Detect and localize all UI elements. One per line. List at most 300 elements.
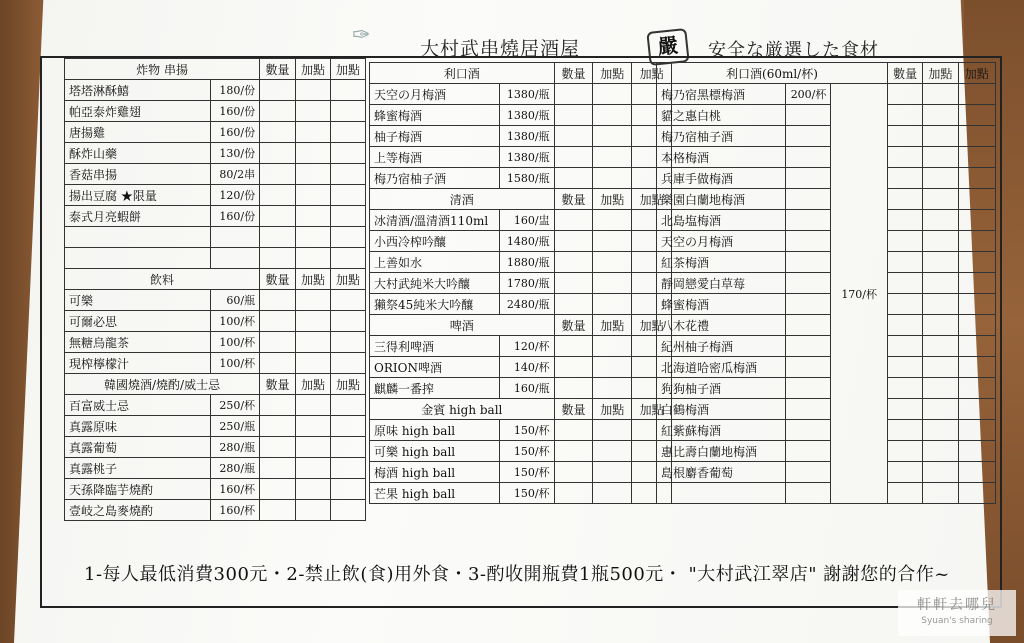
order-cell: [887, 315, 922, 336]
order-cell: [958, 231, 995, 252]
menu-item-row: [657, 462, 996, 483]
order-cell: [330, 437, 365, 458]
order-cell: [330, 122, 365, 143]
item-price: 250/杯: [211, 395, 260, 416]
order-cell: [260, 206, 296, 227]
order-cell: [958, 168, 995, 189]
menu-item-row: [370, 294, 672, 315]
order-cell: [296, 353, 331, 374]
item-price: 100/杯: [211, 353, 260, 374]
item-name: 天空の月梅酒: [370, 84, 500, 105]
item-name: 蜂蜜梅酒: [657, 294, 786, 315]
order-cell: [593, 168, 632, 189]
order-cell: [923, 441, 958, 462]
menu-item-row: [65, 164, 366, 185]
item-price: [786, 252, 831, 273]
qty-column-header: 加點: [593, 315, 632, 336]
menu-item-row: [370, 84, 672, 105]
menu-item-row: [65, 332, 366, 353]
order-cell: [887, 189, 922, 210]
order-cell: [923, 210, 958, 231]
order-cell: [554, 231, 593, 252]
order-cell: [923, 315, 958, 336]
order-cell: [65, 248, 211, 269]
item-price: [786, 168, 831, 189]
item-price: 160/份: [211, 206, 260, 227]
order-cell: [296, 227, 331, 248]
order-cell: [211, 248, 260, 269]
order-cell: [260, 290, 296, 311]
order-cell: [554, 168, 593, 189]
qty-column-header: 加點: [296, 269, 331, 290]
watermark-subtitle: Syuan's sharing: [921, 616, 993, 626]
order-cell: [330, 311, 365, 332]
item-price: 250/瓶: [211, 416, 260, 437]
order-cell: [330, 248, 365, 269]
order-cell: [554, 273, 593, 294]
item-name: 帕亞泰炸雞翅: [65, 101, 211, 122]
item-price: [786, 147, 831, 168]
order-cell: [554, 147, 593, 168]
item-name: 兵庫手做梅酒: [657, 168, 786, 189]
order-cell: [923, 336, 958, 357]
order-cell: [260, 479, 296, 500]
order-cell: [958, 210, 995, 231]
menu-item-row: [657, 147, 996, 168]
footer-notice: 1-每人最低消費300元・2-禁止飲(食)用外食・3-酌收開瓶費1瓶500元・ "大村武江翠店" 謝謝您的合作~: [84, 564, 950, 585]
order-cell: [923, 294, 958, 315]
order-cell: [260, 500, 296, 521]
order-cell: [296, 395, 331, 416]
item-price: 1380/瓶: [499, 105, 554, 126]
menu-item-row: [65, 122, 366, 143]
item-name: 三得利啤酒: [370, 336, 500, 357]
order-cell: [958, 189, 995, 210]
qty-column-header: 加點: [593, 189, 632, 210]
menu-item-row: [65, 143, 366, 164]
menu-item-row: [657, 189, 996, 210]
section-title: 啤酒: [370, 315, 555, 336]
order-cell: [330, 395, 365, 416]
order-cell: [593, 378, 632, 399]
order-cell: [958, 378, 995, 399]
order-cell: [554, 441, 593, 462]
item-name: 真露葡萄: [65, 437, 211, 458]
order-cell: [211, 227, 260, 248]
item-price: [786, 105, 831, 126]
order-cell: [554, 420, 593, 441]
order-cell: [296, 290, 331, 311]
order-cell: [330, 164, 365, 185]
menu-item-row: [65, 479, 366, 500]
order-cell: [260, 227, 296, 248]
item-price: [786, 273, 831, 294]
item-name: 塔塔淋酥鱚: [65, 80, 211, 101]
item-price: [786, 210, 831, 231]
order-cell: [923, 483, 958, 504]
menu-item-row: [657, 210, 996, 231]
order-cell: [296, 101, 331, 122]
order-cell: [887, 399, 922, 420]
order-cell: [296, 122, 331, 143]
order-cell: [260, 437, 296, 458]
order-cell: [260, 122, 296, 143]
item-name: 八木花禮: [657, 315, 786, 336]
order-cell: [923, 420, 958, 441]
qty-column-header: 加點: [296, 59, 331, 80]
item-name: 百富威士忌: [65, 395, 211, 416]
item-name: 唐揚雞: [65, 122, 211, 143]
qty-column-header: 加點: [632, 63, 672, 84]
order-cell: [887, 357, 922, 378]
blank-row: [65, 248, 366, 269]
order-cell: [554, 210, 593, 231]
order-cell: [296, 416, 331, 437]
menu-item-row: [657, 420, 996, 441]
order-cell: [593, 147, 632, 168]
qty-column-header: 加點: [923, 63, 958, 84]
item-price: 1780/瓶: [499, 273, 554, 294]
item-name: 揚出豆腐 ★限量: [65, 185, 211, 206]
menu-item-row: [370, 378, 672, 399]
item-price: 200/杯: [786, 84, 831, 105]
brush-logo-icon: ✑: [352, 23, 371, 48]
item-name: 獺祭45純米大吟釀: [370, 294, 500, 315]
menu-item-row: [65, 290, 366, 311]
order-cell: [296, 206, 331, 227]
order-cell: [923, 462, 958, 483]
order-cell: [593, 483, 632, 504]
item-price: [786, 315, 831, 336]
order-cell: [593, 252, 632, 273]
order-cell: [887, 378, 922, 399]
order-cell: [260, 332, 296, 353]
order-cell: [554, 294, 593, 315]
item-price: 160/份: [211, 122, 260, 143]
order-cell: [296, 164, 331, 185]
item-name: 梅乃宿黑標梅酒: [657, 84, 786, 105]
menu-item-row: [65, 311, 366, 332]
order-cell: [260, 80, 296, 101]
order-cell: [887, 126, 922, 147]
menu-item-row: [657, 252, 996, 273]
item-name: 天孫降臨芋燒酌: [65, 479, 211, 500]
order-cell: [296, 458, 331, 479]
item-name: 原味 high ball: [370, 420, 500, 441]
section-header-row: [370, 315, 672, 336]
order-cell: [958, 357, 995, 378]
item-name: 泰式月亮蝦餅: [65, 206, 211, 227]
order-cell: [887, 420, 922, 441]
qty-column-header: 數量: [260, 374, 296, 395]
item-name: 真露桃子: [65, 458, 211, 479]
item-name: 麒麟一番搾: [370, 378, 500, 399]
blank-row: [65, 227, 366, 248]
item-name: 狗狗柚子酒: [657, 378, 786, 399]
order-cell: [554, 84, 593, 105]
item-name: 酥炸山藥: [65, 143, 211, 164]
menu-item-row: [657, 315, 996, 336]
order-cell: [887, 273, 922, 294]
item-price: 60/瓶: [211, 290, 260, 311]
order-cell: [923, 84, 958, 105]
order-cell: [923, 126, 958, 147]
order-cell: [554, 357, 593, 378]
menu-item-row: [370, 105, 672, 126]
order-cell: [554, 252, 593, 273]
order-cell: [923, 273, 958, 294]
order-cell: [923, 105, 958, 126]
order-cell: [923, 252, 958, 273]
qty-column-header: 數量: [554, 63, 593, 84]
section-header-row: [65, 374, 366, 395]
item-price: 1380/瓶: [499, 126, 554, 147]
qty-column-header: 數量: [260, 59, 296, 80]
item-price-mid: 170/杯: [831, 84, 888, 504]
item-name: 可爾必思: [65, 311, 211, 332]
order-cell: [260, 101, 296, 122]
order-cell: [330, 353, 365, 374]
order-cell: [260, 248, 296, 269]
item-price: 160/盅: [499, 210, 554, 231]
order-cell: [958, 336, 995, 357]
item-price: 150/杯: [499, 462, 554, 483]
order-cell: [260, 311, 296, 332]
item-price: [786, 357, 831, 378]
menu-item-row: [65, 416, 366, 437]
order-cell: [958, 399, 995, 420]
order-cell: [296, 185, 331, 206]
section-title: 炸物 串揚: [65, 59, 260, 80]
item-price: 160/杯: [211, 479, 260, 500]
menu-item-row: [370, 210, 672, 231]
order-cell: [958, 441, 995, 462]
menu-item-row: [657, 231, 996, 252]
order-cell: [554, 462, 593, 483]
order-cell: [296, 332, 331, 353]
order-cell: [554, 126, 593, 147]
menu-column-right: [656, 62, 996, 504]
order-cell: [593, 441, 632, 462]
item-name: 靜岡戀愛白草莓: [657, 273, 786, 294]
menu-item-row: [370, 483, 672, 504]
menu-item-row: [65, 353, 366, 374]
item-name: 梅乃宿柚子酒: [370, 168, 500, 189]
order-cell: [330, 185, 365, 206]
order-cell: [296, 479, 331, 500]
menu-item-row: [65, 500, 366, 521]
item-price: [786, 189, 831, 210]
order-cell: [260, 353, 296, 374]
order-cell: [554, 483, 593, 504]
item-name: [657, 483, 786, 504]
order-cell: [958, 315, 995, 336]
order-cell: [554, 105, 593, 126]
order-cell: [958, 147, 995, 168]
item-name: 小西冷榨吟釀: [370, 231, 500, 252]
order-cell: [593, 273, 632, 294]
qty-column-header: 加點: [330, 269, 365, 290]
order-cell: [887, 147, 922, 168]
menu-item-row: [657, 336, 996, 357]
order-cell: [330, 416, 365, 437]
menu-item-row: [657, 168, 996, 189]
item-name: 香菇串揚: [65, 164, 211, 185]
menu-item-row: [370, 441, 672, 462]
item-name: 貓之惠白桃: [657, 105, 786, 126]
item-price: 1380/瓶: [499, 84, 554, 105]
order-cell: [923, 231, 958, 252]
item-name: 無糖烏龍茶: [65, 332, 211, 353]
order-cell: [593, 294, 632, 315]
order-cell: [887, 252, 922, 273]
item-price: [786, 126, 831, 147]
order-cell: [887, 294, 922, 315]
item-price: [786, 399, 831, 420]
qty-column-header: 數量: [887, 63, 922, 84]
order-cell: [330, 332, 365, 353]
qty-column-header: 加點: [593, 63, 632, 84]
order-cell: [330, 143, 365, 164]
menu-column-left: [64, 58, 366, 521]
order-cell: [923, 147, 958, 168]
order-cell: [260, 395, 296, 416]
item-price: 100/杯: [211, 311, 260, 332]
menu-item-row: [370, 357, 672, 378]
section-header-row: [65, 269, 366, 290]
section-title: 韓國燒酒/燒酌/威士忌: [65, 374, 260, 395]
item-price: 1880/瓶: [499, 252, 554, 273]
order-cell: [593, 105, 632, 126]
qty-column-header: 加點: [330, 374, 365, 395]
order-cell: [958, 105, 995, 126]
item-name: 蜂蜜梅酒: [370, 105, 500, 126]
section-header-row: [370, 399, 672, 420]
menu-item-row: [657, 294, 996, 315]
item-price: 280/瓶: [211, 458, 260, 479]
order-cell: [330, 101, 365, 122]
item-price: 1580/瓶: [499, 168, 554, 189]
item-price: [786, 420, 831, 441]
restaurant-title: 大村武串燒居酒屋: [420, 38, 581, 60]
order-cell: [260, 416, 296, 437]
menu-item-row: [370, 252, 672, 273]
order-cell: [923, 399, 958, 420]
item-price: 150/杯: [499, 420, 554, 441]
order-cell: [887, 462, 922, 483]
item-name: 北島塩梅酒: [657, 210, 786, 231]
item-name: 冰清酒/溫清酒110ml: [370, 210, 500, 231]
order-cell: [65, 227, 211, 248]
order-cell: [296, 437, 331, 458]
tagline: 安全な厳選した食材: [708, 40, 879, 61]
order-cell: [923, 378, 958, 399]
item-name: 上善如水: [370, 252, 500, 273]
item-name: 梅乃宿柚子酒: [657, 126, 786, 147]
item-price: 1480/瓶: [499, 231, 554, 252]
item-name: 白鶴梅酒: [657, 399, 786, 420]
stamp-seal: 嚴: [646, 28, 689, 66]
order-cell: [296, 248, 331, 269]
order-cell: [887, 168, 922, 189]
order-cell: [887, 483, 922, 504]
section-header-row: [370, 63, 672, 84]
item-name: 紅茶梅酒: [657, 252, 786, 273]
item-price: 180/份: [211, 80, 260, 101]
qty-column-header: 加點: [593, 399, 632, 420]
qty-column-header: 加點: [296, 374, 331, 395]
order-cell: [593, 84, 632, 105]
menu-item-row: [657, 84, 996, 105]
menu-item-row: [370, 420, 672, 441]
qty-column-header: 加點: [330, 59, 365, 80]
item-name: ORION啤酒: [370, 357, 500, 378]
order-cell: [958, 483, 995, 504]
menu-item-row: [657, 357, 996, 378]
order-cell: [593, 420, 632, 441]
order-cell: [330, 80, 365, 101]
section-header-row: [370, 189, 672, 210]
item-price: 160/杯: [211, 500, 260, 521]
order-cell: [260, 164, 296, 185]
item-name: 真露原味: [65, 416, 211, 437]
qty-column-header: 加點: [632, 189, 672, 210]
menu-item-row: [370, 147, 672, 168]
item-price: 2480/瓶: [499, 294, 554, 315]
item-name: 紀州柚子梅酒: [657, 336, 786, 357]
menu-item-row: [370, 126, 672, 147]
order-cell: [887, 84, 922, 105]
order-cell: [958, 273, 995, 294]
item-price: 160/份: [211, 101, 260, 122]
item-name: 天空の月梅酒: [657, 231, 786, 252]
item-name: 北海道哈密瓜梅酒: [657, 357, 786, 378]
item-price: 120/杯: [499, 336, 554, 357]
order-cell: [887, 231, 922, 252]
order-cell: [554, 378, 593, 399]
menu-item-row: [657, 441, 996, 462]
menu-item-row: [65, 458, 366, 479]
item-name: 本格梅酒: [657, 147, 786, 168]
item-price: 120/份: [211, 185, 260, 206]
order-cell: [330, 227, 365, 248]
item-name: 島根麝香葡萄: [657, 462, 786, 483]
order-cell: [923, 357, 958, 378]
section-title: 飲料: [65, 269, 260, 290]
item-price: 100/杯: [211, 332, 260, 353]
order-cell: [260, 458, 296, 479]
qty-column-header: 加點: [632, 315, 672, 336]
item-price: 150/杯: [499, 483, 554, 504]
menu-column-middle: [369, 62, 672, 504]
menu-item-row: [657, 483, 996, 504]
order-cell: [330, 500, 365, 521]
qty-column-header: 加點: [632, 399, 672, 420]
menu-item-row: [657, 273, 996, 294]
item-price: 160/瓶: [499, 378, 554, 399]
qty-column-header: 數量: [554, 399, 593, 420]
menu-item-row: [657, 126, 996, 147]
menu-item-row: [65, 395, 366, 416]
order-cell: [593, 462, 632, 483]
item-price: [786, 336, 831, 357]
item-name: 樂園白蘭地梅酒: [657, 189, 786, 210]
item-name: 現榨檸檬汁: [65, 353, 211, 374]
item-price: 130/份: [211, 143, 260, 164]
item-name: 柚子梅酒: [370, 126, 500, 147]
order-cell: [958, 462, 995, 483]
item-name: 可樂 high ball: [370, 441, 500, 462]
